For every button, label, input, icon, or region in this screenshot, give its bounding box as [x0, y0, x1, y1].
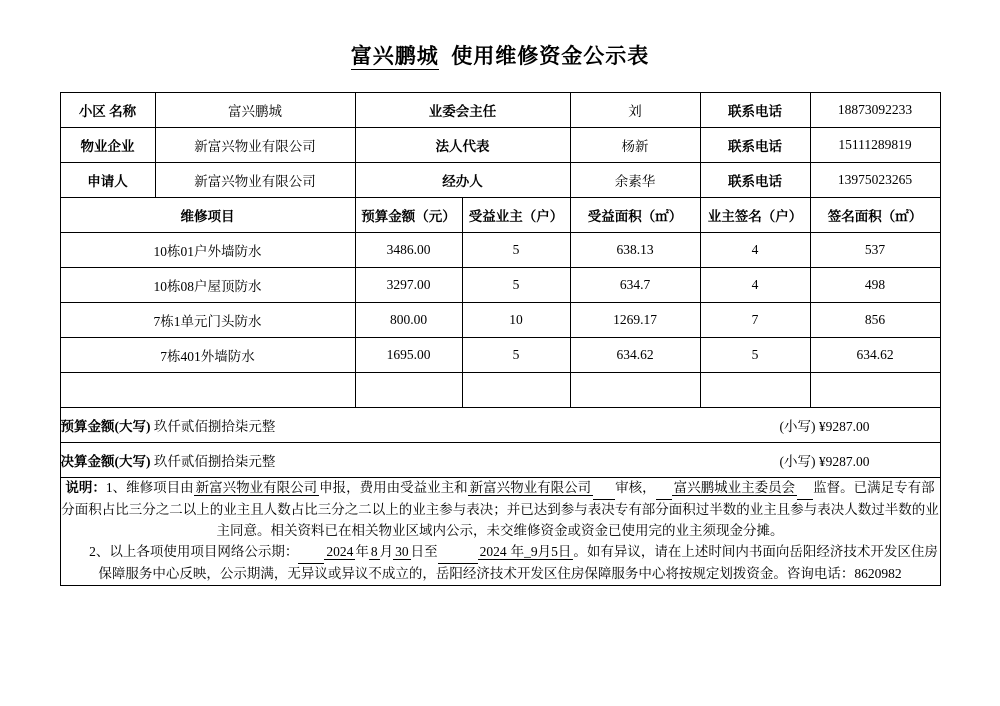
value-phone-3: 13975023265 [810, 163, 940, 198]
value-phone-1: 18873092233 [810, 93, 940, 128]
label-phone-1: 联系电话 [700, 93, 810, 128]
cell-signed-owners: 7 [700, 303, 810, 338]
table-row-empty [60, 373, 940, 408]
table-row [60, 163, 940, 198]
header-project: 维修项目 [60, 198, 355, 233]
note-p1-a: 1、维修项目由 [105, 480, 194, 495]
value-applicant: 新富兴物业有限公司 [155, 163, 355, 198]
cell-owners: 5 [462, 233, 570, 268]
page-title-community: 富兴鹏城 [350, 44, 439, 68]
cell-area [570, 373, 700, 408]
cell-signed-area: 634.62 [810, 338, 940, 373]
note-start-day: 30 [395, 543, 409, 559]
final-total-label: 决算金额(大写) [60, 454, 151, 469]
final-total-cell [60, 443, 940, 478]
label-phone-3: 联系电话 [700, 163, 810, 198]
value-property-company: 新富兴物业有限公司 [155, 128, 355, 163]
cell-signed-area: 856 [810, 303, 940, 338]
cell-project: 10栋08户屋顶防水 [60, 268, 355, 303]
note-day-label-1: 日至 [410, 543, 438, 559]
cell-signed-area: 498 [810, 268, 940, 303]
note-p1-b: 申报，费用由受益业主和 [319, 480, 468, 495]
main-table [60, 92, 941, 586]
cell-area: 634.7 [570, 268, 700, 303]
cell-project: 7栋401外墙防水 [60, 338, 355, 373]
cell-budget: 800.00 [355, 303, 462, 338]
note-year-label-1: 年 [355, 543, 369, 559]
page-title [0, 0, 1000, 70]
value-legal-rep: 杨新 [570, 128, 700, 163]
cell-signed-owners: 5 [700, 338, 810, 373]
label-handler: 经办人 [355, 163, 570, 198]
table-row [60, 303, 940, 338]
note-row [60, 478, 940, 586]
cell-signed-owners: 4 [700, 233, 810, 268]
note-month-label-1: 月 [379, 543, 394, 559]
final-total-chinese: 玖仟贰佰捌拾柒元整 [153, 454, 276, 469]
header-area: 受益面积（㎡） [570, 198, 700, 233]
cell-signed-area [810, 373, 940, 408]
final-total-small: (小写) ¥9287.00 [779, 454, 870, 469]
cell-project: 7栋1单元门头防水 [60, 303, 355, 338]
table-header-row [60, 198, 940, 233]
header-signed-owners: 业主签名（户） [700, 198, 810, 233]
cell-budget: 3297.00 [355, 268, 462, 303]
label-community-name: 小区 名称 [60, 93, 155, 128]
note-cell [60, 478, 940, 586]
cell-area: 638.13 [570, 233, 700, 268]
budget-total-small: (小写) ¥9287.00 [779, 419, 870, 434]
budget-total-chinese: 玖仟贰佰捌拾柒元整 [153, 419, 276, 434]
table-row [60, 233, 940, 268]
label-applicant: 申请人 [60, 163, 155, 198]
table-row [60, 93, 940, 128]
note-end-date: 年_9月5日 [510, 543, 572, 559]
cell-signed-owners [700, 373, 810, 408]
cell-budget: 1695.00 [355, 338, 462, 373]
note-label: 说明： [65, 480, 106, 495]
note-p2-b: 。如有异议，请在上述时间内书面向岳阳经济技术开发区住房保障服务中心反映，公示期满，无异议或异议不成立的，岳阳经济技术开发区住房保障服务中心将按规定划拨资金。咨询电话：8620982 [98, 543, 938, 581]
note-p1-c: 审核， [615, 480, 656, 495]
value-handler: 余素华 [570, 163, 700, 198]
cell-area: 1269.17 [570, 303, 700, 338]
value-phone-2: 15111289819 [810, 128, 940, 163]
budget-total-label: 预算金额(大写) [60, 419, 151, 434]
budget-total-row [60, 408, 940, 443]
page-title-rest: 使用维修资金公示表 [451, 44, 650, 68]
budget-total-cell [60, 408, 940, 443]
cell-owners [462, 373, 570, 408]
cell-project: 10栋01户外墙防水 [60, 233, 355, 268]
note-reviewer: 新富兴物业有限公司 [469, 480, 592, 495]
label-property-company: 物业企业 [60, 128, 155, 163]
note-paragraph-2 [61, 542, 940, 585]
label-legal-rep: 法人代表 [355, 128, 570, 163]
table-row [60, 128, 940, 163]
label-committee-chair: 业委会主任 [355, 93, 570, 128]
table-row [60, 268, 940, 303]
note-applicant: 新富兴物业有限公司 [195, 480, 318, 495]
cell-budget [355, 373, 462, 408]
note-start-month: 8 [370, 543, 378, 559]
note-p2-a: 2、以上各项使用项目网络公示期： [89, 543, 299, 559]
cell-owners: 5 [462, 268, 570, 303]
cell-area: 634.62 [570, 338, 700, 373]
cell-signed-area: 537 [810, 233, 940, 268]
note-supervisor: 富兴鹏城业主委员会 [673, 480, 796, 495]
cell-signed-owners: 4 [700, 268, 810, 303]
header-signed-area: 签名面积（㎡） [810, 198, 940, 233]
value-committee-chair: 刘 [570, 93, 700, 128]
cell-project [60, 373, 355, 408]
cell-owners: 10 [462, 303, 570, 338]
cell-budget: 3486.00 [355, 233, 462, 268]
header-budget: 预算金额（元） [355, 198, 462, 233]
note-start-year: 2024 [326, 543, 354, 559]
label-phone-2: 联系电话 [700, 128, 810, 163]
table-row [60, 338, 940, 373]
note-p1-d: 监督。已满足专有部分面积占比三分之二以上的业主且人数占比三分之二以上的业主参与表决；并已达到参与表决专有部分面积过半数的业主且参与表决人数过半数的业主同意。相关资料已在相关物业区域内公示，未交维修资金或资金已使用完的业主须现金分摊。 [61, 480, 939, 538]
cell-owners: 5 [462, 338, 570, 373]
value-community-name: 富兴鹏城 [155, 93, 355, 128]
final-total-row [60, 443, 940, 478]
header-owners: 受益业主（户） [462, 198, 570, 233]
note-end-year: 2024 [479, 543, 507, 559]
note-paragraph-1 [61, 478, 940, 542]
